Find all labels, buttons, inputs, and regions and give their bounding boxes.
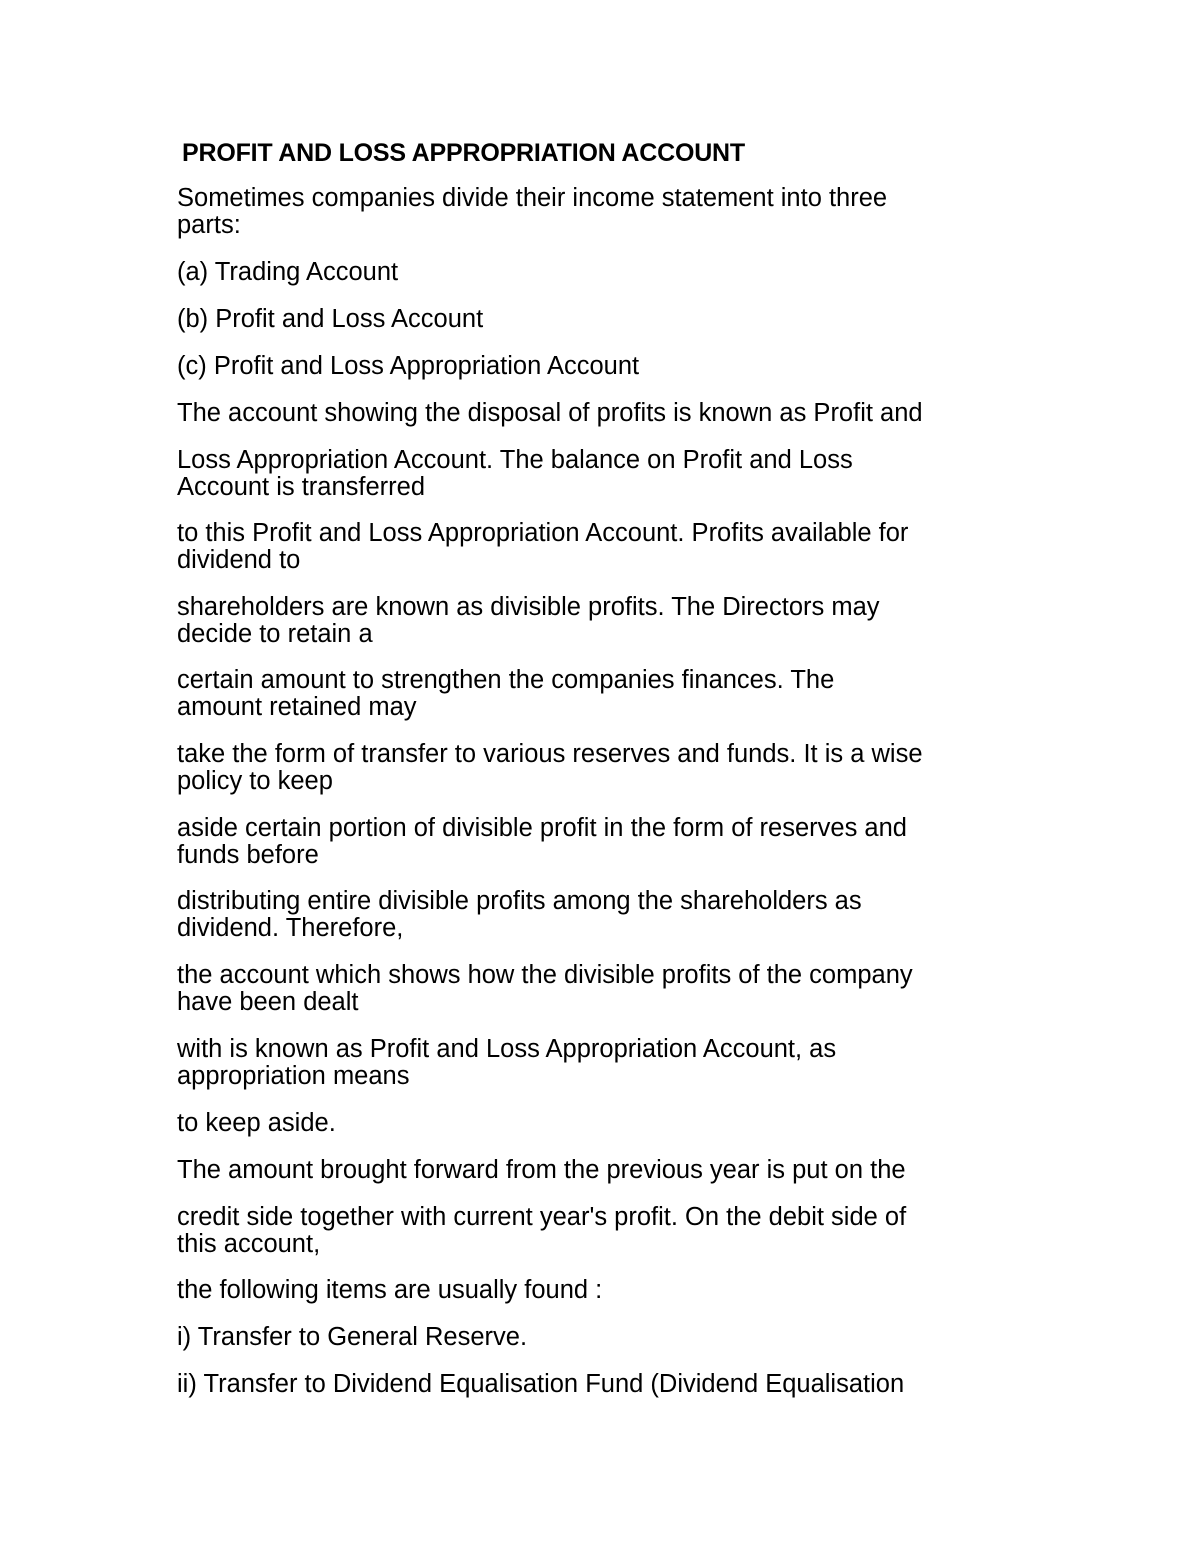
paragraph-17 <box>177 1204 1047 1258</box>
paragraph-11 <box>177 815 1047 869</box>
paragraph-14 <box>177 1036 1047 1090</box>
text-line: funds before <box>177 841 319 869</box>
text-line: credit side together with current year's profit. On the debit side of <box>177 1203 907 1231</box>
text-line: to this Profit and Loss Appropriation Account. Profits available for <box>177 519 909 547</box>
text-line: i) Transfer to General Reserve. <box>177 1323 528 1351</box>
paragraph-10 <box>177 741 1047 795</box>
text-line: (b) Profit and Loss Account <box>177 305 484 333</box>
paragraph-16 <box>177 1157 1047 1184</box>
text-line: have been dealt <box>177 988 359 1016</box>
text-line: dividend. Therefore, <box>177 914 404 942</box>
paragraph-1 <box>177 185 1047 239</box>
text-line: with is known as Profit and Loss Appropriation Account, as <box>177 1035 837 1063</box>
text-line: this account, <box>177 1230 321 1258</box>
paragraph-9 <box>177 667 1047 721</box>
text-line: distributing entire divisible profits among the shareholders as <box>177 887 862 915</box>
text-line: the account which shows how the divisible profits of the company <box>177 961 913 989</box>
paragraph-3 <box>177 306 1047 333</box>
paragraph-2 <box>177 259 1047 286</box>
text-line: appropriation means <box>177 1062 410 1090</box>
text-line: policy to keep <box>177 767 333 795</box>
text-line: certain amount to strengthen the companies finances. The <box>177 666 835 694</box>
text-line: dividend to <box>177 546 301 574</box>
paragraph-13 <box>177 962 1047 1016</box>
text-line: decide to retain a <box>177 620 373 648</box>
paragraph-19 <box>177 1324 1047 1351</box>
paragraph-6 <box>177 447 1047 501</box>
text-line: The amount brought forward from the previous year is put on the <box>177 1156 906 1184</box>
text-line: aside certain portion of divisible profit in the form of reserves and <box>177 814 907 842</box>
document-title: PROFIT AND LOSS APPROPRIATION ACCOUNT <box>182 139 745 167</box>
paragraph-8 <box>177 594 1047 648</box>
paragraph-7 <box>177 520 1047 574</box>
text-line: ii) Transfer to Dividend Equalisation Fund (Dividend Equalisation <box>177 1370 905 1398</box>
text-line: amount retained may <box>177 693 417 721</box>
paragraph-4 <box>177 353 1047 380</box>
paragraph-5 <box>177 400 1047 427</box>
paragraph-18 <box>177 1277 1047 1304</box>
text-line: (a) Trading Account <box>177 258 399 286</box>
paragraph-20 <box>177 1371 1047 1398</box>
text-line: Sometimes companies divide their income statement into three <box>177 184 888 212</box>
paragraph-15 <box>177 1110 1047 1137</box>
paragraph-12 <box>177 888 1047 942</box>
text-line: Loss Appropriation Account. The balance on Profit and Loss <box>177 446 853 474</box>
text-line: The account showing the disposal of profits is known as Profit and <box>177 399 923 427</box>
text-line: parts: <box>177 211 241 239</box>
text-line: shareholders are known as divisible profits. The Directors may <box>177 593 880 621</box>
text-line: take the form of transfer to various reserves and funds. It is a wise <box>177 740 923 768</box>
text-line: Account is transferred <box>177 473 426 501</box>
text-line: to keep aside. <box>177 1109 336 1137</box>
text-line: (c) Profit and Loss Appropriation Account <box>177 352 640 380</box>
text-line: the following items are usually found : <box>177 1276 603 1304</box>
